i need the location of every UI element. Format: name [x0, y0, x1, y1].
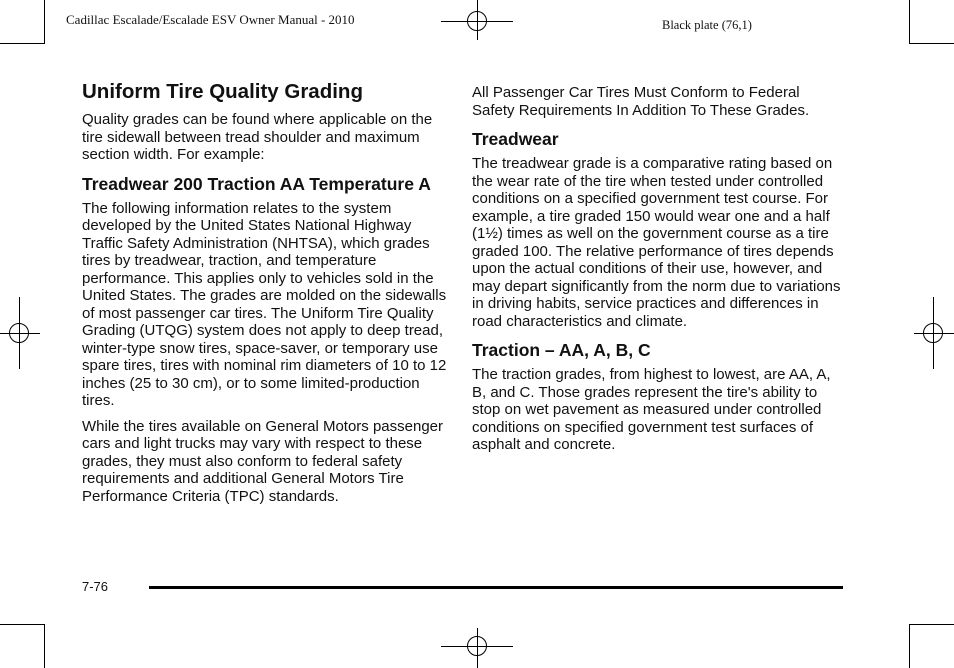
utqg-paragraph: The following information relates to the system developed by the United States National Highway Traffic Safety Administration (NHTSA), which grades tires by treadwear, traction, and temperature performance. This applies only to vehicles sold in the United States. The grades are molded on the sidewalls of most passenger car tires. The Uniform Tire Quality Grading (UTQG) system does not apply to deep tread, winter-type snow tires, space-saver, or temporary use spare tires, tires with nominal rim diameters of 10 to 12 inches (25 to 30 cm), or to some limited-production tires.	[82, 199, 447, 409]
page-number: 7-76	[82, 579, 109, 594]
right-column	[472, 84, 844, 462]
crop-mark	[909, 0, 910, 44]
crop-mark	[910, 624, 954, 625]
section-title: Uniform Tire Quality Grading	[82, 80, 363, 103]
crop-mark	[0, 624, 44, 625]
treadwear-paragraph: The treadwear grade is a comparative rating based on the wear rate of the tire when tested under controlled conditions on a specified government test course. For example, a tire graded 150 would wear one and a half (1½) times as well on the government course as a tire graded 100. The relative performance of tires depends upon the actual conditions of their use, however, and may depart significantly from the norm due to variations in driving habits, service practices and differences in road characteristics and climate.	[472, 155, 841, 330]
footer-rule	[149, 586, 843, 589]
running-header-plate: Black plate (76,1)	[662, 18, 752, 32]
crop-mark	[0, 43, 44, 44]
crop-mark	[909, 624, 910, 668]
crop-mark	[44, 624, 45, 668]
intro-paragraph: Quality grades can be found where applicable on the tire sidewall between tread shoulder and maximum section width. For example:	[82, 111, 433, 163]
treadwear-heading: Treadwear	[472, 129, 559, 149]
conformance-paragraph: All Passenger Car Tires Must Conform to Federal Safety Requirements In Addition To These Grades.	[472, 84, 810, 119]
traction-heading: Traction – AA, A, B, C	[472, 340, 651, 360]
example-grade-heading: Treadwear 200 Traction AA Temperature A	[82, 173, 431, 194]
left-column	[82, 80, 450, 513]
traction-paragraph: The traction grades, from highest to lowest, are AA, A, B, and C. Those grades represent the tire's ability to stop on wet pavement as measured under controlled conditions on specified government test surfaces of asphalt and concrete.	[472, 366, 831, 453]
running-header-title: Cadillac Escalade/Escalade ESV Owner Manual - 2010	[66, 12, 355, 27]
gm-paragraph: While the tires available on General Motors passenger cars and light trucks may vary with respect to these grades, they must also conform to federal safety requirements and additional General Motors Tire Performance Criteria (TPC) standards.	[82, 417, 444, 505]
crop-mark	[910, 43, 954, 44]
crop-mark	[44, 0, 45, 44]
